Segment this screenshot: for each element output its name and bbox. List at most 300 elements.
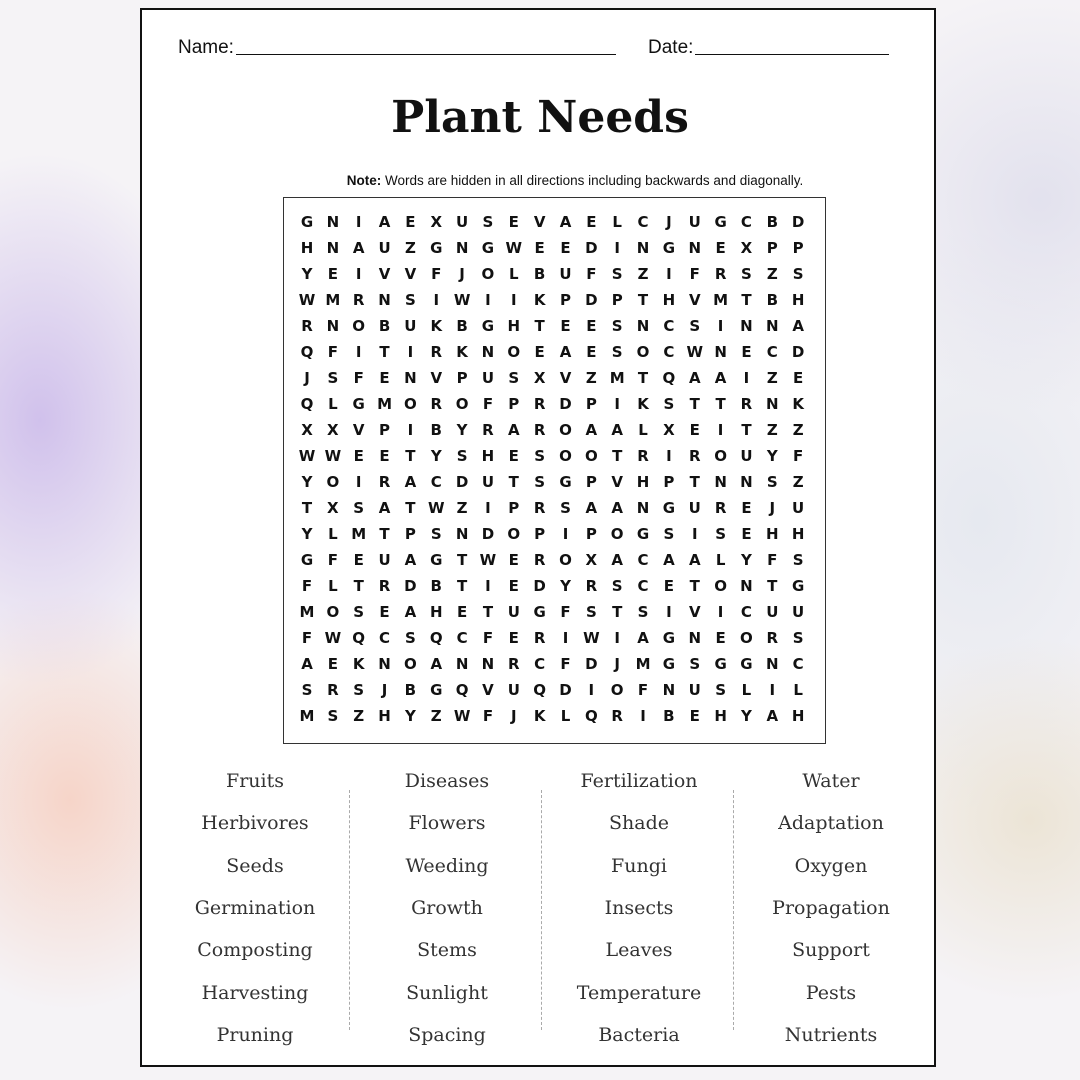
grid-letter: E [379, 447, 390, 465]
grid-letter: K [352, 655, 365, 673]
grid-letter: G [430, 551, 443, 569]
grid-letter: R [430, 343, 443, 361]
grid-letter: L [741, 681, 752, 699]
grid-letter: U [766, 603, 779, 621]
grid-letter: I [588, 681, 595, 699]
grid-letter: R [533, 551, 546, 569]
grid-letter: P [456, 369, 468, 387]
grid-letter: D [559, 395, 572, 413]
grid-letter: Y [301, 473, 313, 491]
grid-letter: N [636, 239, 650, 257]
grid-letter: P [663, 473, 675, 491]
word-list-item: Support [792, 939, 870, 962]
grid-letter: P [534, 525, 546, 543]
grid-letter: T [637, 291, 649, 309]
word-list-item: Pests [805, 981, 857, 1004]
grid-letter: O [404, 395, 417, 413]
grid-letter: E [508, 629, 519, 647]
grid-letter: E [353, 551, 364, 569]
grid-letter: M [299, 707, 315, 725]
word-list-item: Herbivores [201, 812, 309, 835]
grid-letter: B [430, 421, 442, 439]
grid-letter: E [456, 603, 468, 621]
grid-letter: S [560, 499, 571, 517]
grid-letter: N [326, 239, 340, 257]
grid-letter: N [404, 369, 417, 387]
grid-letter: I [717, 421, 724, 439]
grid-letter: A [301, 655, 313, 673]
grid-letter: P [766, 239, 778, 257]
grid-letter: A [714, 369, 727, 387]
grid-letter: S [430, 525, 442, 543]
grid-letter: C [430, 473, 442, 491]
page-title: Plant Needs [391, 92, 689, 143]
date-label: Date: [648, 37, 694, 58]
grid-letter: R [766, 629, 779, 647]
grid-letter: X [430, 213, 443, 231]
word-list-item: Spacing [408, 1023, 486, 1046]
grid-letter: L [328, 395, 338, 413]
grid-letter: S [663, 395, 675, 413]
grid-letter: R [533, 499, 546, 517]
grid-letter: S [404, 291, 416, 309]
grid-letter: D [455, 473, 469, 491]
column-divider [733, 790, 734, 1030]
grid-letter: P [585, 473, 597, 491]
grid-letter: E [741, 499, 752, 517]
grid-letter: D [481, 525, 495, 543]
grid-letter: Q [455, 681, 469, 699]
grid-letter: S [792, 629, 804, 647]
grid-letter: Q [533, 681, 547, 699]
word-list-item: Pruning [216, 1023, 294, 1046]
grid-letter: X [585, 551, 598, 569]
grid-letter: N [766, 395, 779, 413]
grid-letter: E [560, 317, 571, 335]
grid-letter: W [583, 629, 600, 647]
word-list-item: Fungi [611, 854, 667, 877]
grid-letter: H [636, 473, 650, 491]
word-list-item: Harvesting [201, 981, 309, 1004]
grid-letter: J [769, 499, 776, 517]
grid-letter: O [455, 395, 469, 413]
grid-letter: O [714, 447, 727, 465]
grid-letter: B [430, 577, 442, 595]
grid-letter: G [430, 239, 443, 257]
grid-letter: C [766, 343, 778, 361]
grid-letter: W [298, 291, 316, 309]
grid-letter: A [559, 213, 572, 231]
grid-letter: F [301, 577, 313, 595]
grid-letter: G [791, 577, 805, 595]
grid-letter: X [663, 421, 675, 439]
date-field [648, 36, 889, 59]
grid-letter: P [792, 239, 804, 257]
grid-letter: H [662, 291, 676, 309]
grid-letter: D [791, 213, 805, 231]
grid-letter: U [688, 213, 701, 231]
word-list-item: Shade [609, 812, 669, 835]
grid-letter: Y [456, 421, 468, 439]
grid-letter: I [717, 317, 724, 335]
name-field [178, 36, 616, 59]
grid-letter: I [407, 343, 414, 361]
grid-letter: B [766, 291, 779, 309]
grid-letter: T [715, 395, 726, 413]
grid-letter: G [740, 655, 753, 673]
grid-letter: J [666, 213, 672, 231]
grid-letter: Q [300, 395, 314, 413]
grid-letter: U [792, 603, 805, 621]
grid-letter: S [741, 265, 752, 283]
word-list-item: Stems [417, 939, 477, 962]
grid-letter: I [355, 213, 362, 231]
grid-letter: R [533, 629, 546, 647]
grid-letter: Z [404, 239, 416, 257]
grid-letter: P [404, 525, 416, 543]
grid-letter: I [407, 421, 414, 439]
grid-letter: T [508, 473, 519, 491]
grid-letter: E [586, 317, 597, 335]
grid-letter: T [482, 603, 494, 621]
grid-letter: U [740, 447, 753, 465]
word-list-item: Adaptation [778, 812, 884, 835]
grid-letter: S [611, 577, 623, 595]
grid-letter: E [379, 603, 390, 621]
grid-letter: Y [301, 265, 313, 283]
grid-letter: P [585, 525, 597, 543]
grid-letter: W [324, 629, 342, 647]
grid-letter: H [791, 291, 805, 309]
grid-letter: E [741, 343, 752, 361]
grid-letter: T [689, 473, 700, 491]
grid-letter: E [405, 213, 416, 231]
grid-letter: H [300, 239, 314, 257]
grid-letter: R [637, 447, 649, 465]
grid-letter: Z [766, 369, 778, 387]
grid-letter: P [379, 421, 391, 439]
grid-letter: T [689, 577, 700, 595]
grid-letter: T [637, 369, 649, 387]
grid-letter: G [352, 395, 365, 413]
grid-letter: E [508, 551, 519, 569]
grid-letter: U [404, 317, 417, 335]
grid-letter: M [713, 291, 729, 309]
grid-letter: Z [353, 707, 365, 725]
grid-letter: O [636, 343, 650, 361]
grid-letter: I [614, 395, 620, 413]
grid-letter: A [766, 707, 779, 725]
date-blank-line [695, 36, 889, 55]
grid-letter: O [714, 577, 727, 595]
grid-letter: E [534, 343, 545, 361]
grid-letter: A [611, 421, 623, 439]
grid-letter: I [769, 681, 776, 699]
grid-letter: C [379, 629, 391, 647]
grid-letter: K [792, 395, 804, 413]
grid-letter: O [326, 473, 340, 491]
word-list-item: Growth [411, 896, 483, 919]
word-list-item: Propagation [772, 896, 890, 919]
grid-letter: F [586, 265, 597, 283]
grid-letter: J [511, 707, 517, 725]
note-label: Note: [346, 173, 382, 188]
grid-letter: V [430, 369, 443, 387]
grid-letter: Q [662, 369, 676, 387]
grid-letter: X [533, 369, 546, 387]
grid-letter: U [378, 239, 391, 257]
grid-letter: A [637, 629, 649, 647]
grid-letter: H [429, 603, 443, 621]
grid-letter: G [714, 655, 727, 673]
grid-letter: L [793, 681, 803, 699]
grid-letter: C [456, 629, 468, 647]
grid-letter: C [637, 551, 649, 569]
grid-letter: S [766, 473, 778, 491]
grid-letter: I [562, 629, 569, 647]
grid-letter: O [404, 655, 417, 673]
grid-letter: U [456, 213, 469, 231]
grid-letter: I [511, 291, 517, 309]
grid-letter: R [378, 577, 391, 595]
grid-letter: R [301, 317, 313, 335]
word-list-item: Flowers [408, 812, 486, 835]
grid-letter: O [559, 551, 572, 569]
grid-letter: B [456, 317, 468, 335]
grid-letter: L [715, 551, 726, 569]
grid-letter: F [353, 369, 364, 387]
grid-letter: I [666, 603, 672, 621]
grid-letter: S [585, 603, 597, 621]
grid-letter: N [740, 473, 753, 491]
grid-letter: F [560, 603, 571, 621]
grid-letter: O [326, 603, 340, 621]
grid-letter: N [688, 239, 702, 257]
grid-letter: S [792, 265, 804, 283]
grid-letter: T [612, 447, 623, 465]
grid-letter: Z [766, 421, 778, 439]
grid-letter: C [663, 343, 675, 361]
grid-letter: I [485, 499, 491, 517]
grid-letter: U [378, 551, 391, 569]
grid-letter: N [378, 655, 391, 673]
grid-letter: T [301, 499, 313, 517]
grid-letter: Y [560, 577, 571, 595]
worksheet-page [140, 8, 936, 1067]
grid-letter: N [766, 655, 779, 673]
grid-letter: R [378, 473, 391, 491]
grid-letter: I [614, 629, 620, 647]
grid-letter: R [508, 655, 520, 673]
grid-letter: D [585, 655, 598, 673]
word-list-item: Temperature [576, 981, 702, 1004]
grid-letter: M [377, 395, 393, 413]
grid-letter: Y [766, 447, 778, 465]
grid-letter: T [405, 499, 416, 517]
word-list-item: Bacteria [598, 1023, 680, 1046]
grid-letter: N [326, 317, 340, 335]
grid-letter: H [714, 707, 727, 725]
grid-letter: A [792, 317, 804, 335]
grid-letter: N [662, 681, 676, 699]
grid-letter: L [328, 577, 338, 595]
grid-letter: O [352, 317, 366, 335]
grid-letter: G [481, 239, 495, 257]
word-list-item: Seeds [226, 854, 284, 877]
grid-letter: R [482, 421, 494, 439]
grid-letter: A [378, 213, 391, 231]
grid-letter: S [611, 317, 623, 335]
grid-letter: S [327, 369, 339, 387]
grid-letter: P [611, 291, 623, 309]
grid-letter: A [688, 551, 701, 569]
grid-letter: C [534, 655, 546, 673]
grid-letter: K [533, 291, 546, 309]
word-list-item: Nutrients [784, 1023, 878, 1046]
grid-letter: I [666, 265, 672, 283]
grid-letter: M [299, 603, 315, 621]
grid-letter: N [636, 317, 650, 335]
grid-letter: D [533, 577, 546, 595]
grid-letter: S [715, 681, 726, 699]
grid-letter: G [636, 525, 650, 543]
grid-letter: I [485, 291, 491, 309]
grid-letter: E [534, 239, 545, 257]
grid-letter: I [562, 525, 569, 543]
grid-letter: J [304, 369, 310, 387]
grid-letter: G [481, 317, 495, 335]
grid-letter: P [560, 291, 571, 309]
grid-letter: C [740, 213, 752, 231]
grid-letter: I [355, 265, 362, 283]
grid-letter: O [584, 447, 598, 465]
grid-letter: R [352, 291, 365, 309]
grid-letter: N [455, 239, 469, 257]
grid-letter: L [509, 265, 519, 283]
grid-letter: E [663, 577, 675, 595]
grid-letter: W [453, 707, 471, 725]
grid-letter: D [585, 291, 598, 309]
grid-letter: W [427, 499, 445, 517]
grid-letter: A [585, 499, 598, 517]
grid-letter: A [430, 655, 443, 673]
grid-letter: G [662, 499, 676, 517]
grid-letter: Q [584, 707, 598, 725]
grid-letter: W [479, 551, 497, 569]
grid-letter: N [714, 343, 727, 361]
grid-letter: S [534, 447, 546, 465]
grid-letter: S [637, 603, 649, 621]
grid-letter: G [662, 239, 676, 257]
grid-letter: M [635, 655, 651, 673]
grid-letter: Z [637, 265, 649, 283]
grid-letter: Q [429, 629, 443, 647]
column-divider [541, 790, 542, 1030]
grid-letter: S [611, 343, 623, 361]
instruction-note [212, 173, 938, 188]
word-list-item: Leaves [605, 939, 673, 962]
grid-letter: T [689, 395, 700, 413]
grid-letter: I [355, 343, 362, 361]
grid-letter: C [792, 655, 804, 673]
grid-letter: M [609, 369, 625, 387]
grid-letter: E [741, 525, 752, 543]
grid-letter: I [640, 707, 646, 725]
grid-letter: N [481, 655, 495, 673]
word-list-item: Fertilization [580, 770, 698, 792]
word-list-item: Oxygen [794, 854, 868, 877]
grid-letter: X [301, 421, 313, 439]
grid-letter: E [327, 655, 338, 673]
grid-letter: U [559, 265, 572, 283]
column-divider [349, 790, 350, 1030]
grid-letter: U [481, 369, 495, 387]
grid-letter: V [352, 421, 365, 439]
grid-letter: M [325, 291, 341, 309]
grid-letter: U [507, 681, 520, 699]
grid-letter: G [300, 213, 314, 231]
grid-letter: N [740, 577, 753, 595]
grid-letter: L [612, 213, 622, 231]
grid-letter: L [328, 525, 338, 543]
grid-letter: R [585, 577, 598, 595]
grid-letter: B [533, 265, 546, 283]
grid-letter: I [355, 473, 362, 491]
grid-letter: A [688, 369, 701, 387]
grid-letter: R [533, 395, 546, 413]
grid-letter: E [508, 447, 519, 465]
grid-letter: S [327, 707, 339, 725]
grid-letter: A [404, 551, 417, 569]
grid-letter: P [508, 499, 520, 517]
grid-letter: J [459, 265, 465, 283]
grid-letter: A [352, 239, 365, 257]
grid-letter: F [482, 395, 494, 413]
grid-letter: G [300, 551, 314, 569]
grid-letter: S [456, 447, 468, 465]
grid-letter: S [689, 317, 701, 335]
grid-letter: V [482, 681, 494, 699]
grid-letter: T [353, 577, 364, 595]
grid-letter: I [433, 291, 440, 309]
grid-letter: V [378, 265, 391, 283]
grid-letter: I [666, 447, 672, 465]
grid-letter: H [378, 707, 391, 725]
grid-letter: X [327, 499, 339, 517]
grid-letter: W [505, 239, 523, 257]
grid-letter: T [405, 447, 416, 465]
grid-letter: N [481, 343, 495, 361]
grid-letter: G [430, 681, 443, 699]
grid-letter: U [688, 681, 701, 699]
grid-letter: N [455, 525, 469, 543]
grid-letter: W [298, 447, 316, 465]
grid-letter: H [481, 447, 495, 465]
word-list-item: Germination [194, 896, 316, 919]
grid-letter: W [453, 291, 471, 309]
grid-letter: Z [792, 421, 804, 439]
grid-letter: S [715, 525, 726, 543]
grid-letter: G [533, 603, 546, 621]
grid-letter: C [740, 603, 752, 621]
grid-letter: A [585, 421, 598, 439]
word-list-item: Composting [197, 939, 313, 962]
grid-letter: S [301, 681, 313, 699]
grid-letter: O [481, 265, 495, 283]
grid-letter: S [792, 551, 804, 569]
grid-letter: A [378, 499, 391, 517]
word-list-item: Diseases [404, 770, 490, 792]
